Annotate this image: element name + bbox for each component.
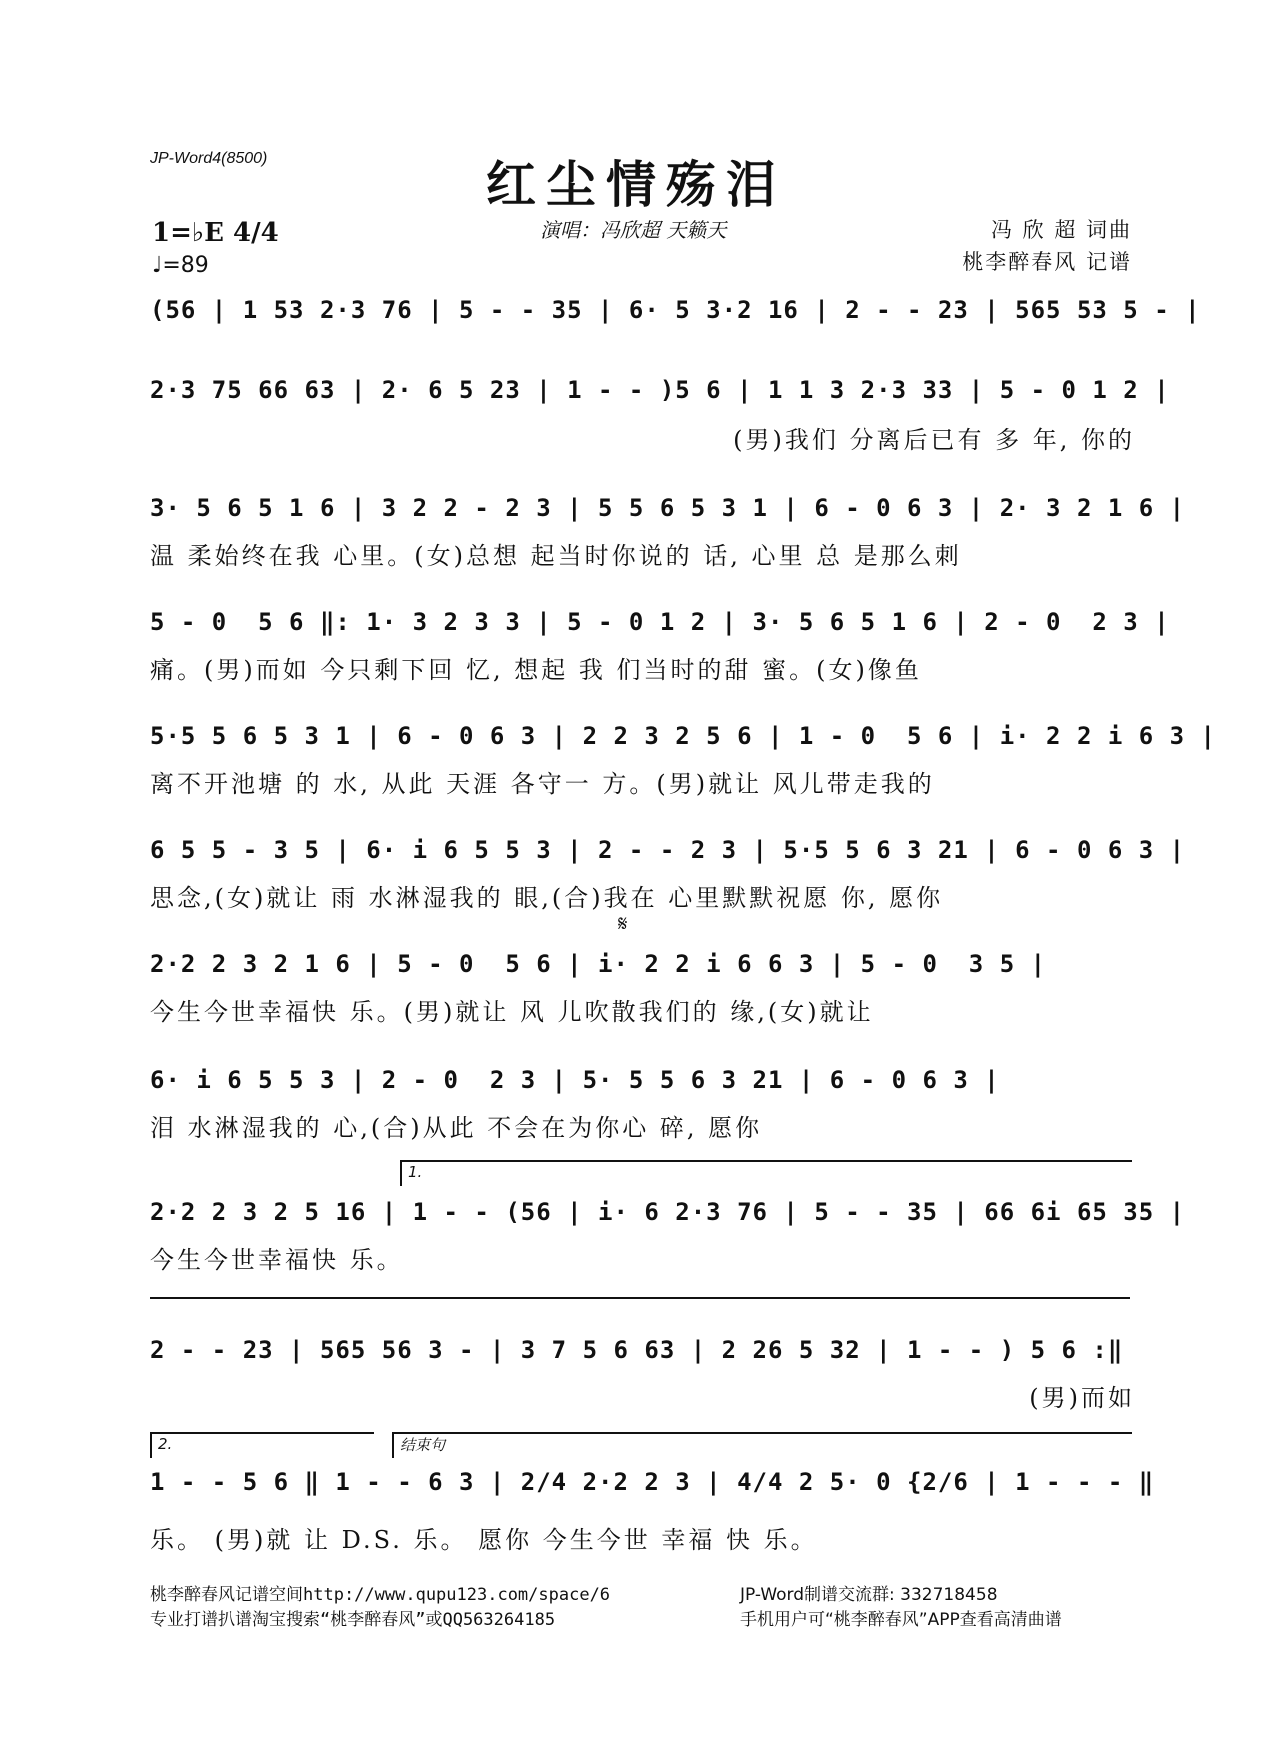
- footer-website: 桃李醉春风记谱空间http://www.qupu123.com/space/6: [150, 1585, 611, 1605]
- notation-line: 6 5 5 - 3 5 | 6· i 6 5 5 3 | 2 - - 2 3 | 5·5 5 6 3 21 | 6 - 0 6 3 |: [150, 836, 1186, 864]
- lyric-line: 温 柔始终在我 心里。(女)总想 起当时你说的 话, 心里 总 是那么刺: [150, 542, 962, 570]
- notation-line: (56 | 1 53 2·3 76 | 5 - - 35 | 6· 5 3·2 16 | 2 - - 23 | 565 53 5 - |: [150, 296, 1201, 324]
- notation-line: 5 - 0 5 6 ‖: 1· 3 2 3 3 | 5 - 0 1 2 | 3· 5 6 5 1 6 | 2 - 0 2 3 |: [150, 608, 1170, 636]
- music-system-1: [150, 290, 1201, 330]
- music-system-2: [150, 370, 1170, 410]
- first-ending-continuation: [150, 1297, 1130, 1323]
- lyric-line: 思念,(女)就让 雨 水淋湿我的 眼,(合)我在 心里默默祝愿 你, 愿你: [150, 884, 944, 912]
- notation-line: 2·2 2 3 2 1 6 | 5 - 0 5 6 | i· 2 2 i 6 6 3 | 5 - 0 3 5 |: [150, 950, 1047, 978]
- segno-sign: 𝄋: [618, 912, 628, 937]
- music-system-11: [150, 1462, 1155, 1502]
- music-system-3: [150, 488, 1186, 528]
- lyric-line: 乐。 (男)就 让 D.S. 乐。 愿你 今生今世 幸福 快 乐。: [150, 1526, 818, 1554]
- lyric-line: 今生今世幸福快 乐。: [150, 1246, 404, 1274]
- lyric-line: 今生今世幸福快 乐。(男)就让 风 儿吹散我们的 缘,(女)就让: [150, 998, 874, 1026]
- music-system-4: [150, 602, 1170, 642]
- ending-phrase-label: 结束句: [400, 1436, 446, 1454]
- footer-app-note: 手机用户可“桃李醉春风”APP查看高清曲谱: [740, 1610, 1062, 1630]
- lyric-line: 离不开池塘 的 水, 从此 天涯 各守一 方。(男)就让 风儿带走我的: [150, 770, 935, 798]
- first-ending-bracket: [400, 1160, 1132, 1186]
- notation-line: 2·3 75 66 63 | 2· 6 5 23 | 1 - - )5 6 | 1 1 3 2·3 33 | 5 - 0 1 2 |: [150, 376, 1170, 404]
- music-system-8: [150, 1060, 1135, 1100]
- music-system-6: [150, 830, 1186, 870]
- notation-line: 3· 5 6 5 1 6 | 3 2 2 - 2 3 | 5 5 6 5 3 1 | 6 - 0 6 3 | 2· 3 2 1 6 |: [150, 494, 1186, 522]
- notation-line: 2 - - 23 | 565 56 3 - | 3 7 5 6 63 | 2 26 5 32 | 1 - - ) 5 6 :‖: [150, 1336, 1124, 1364]
- lyric-line: (男)而如: [1029, 1384, 1135, 1412]
- key-signature: 1=♭E 4/4: [152, 218, 279, 248]
- ending-phrase-bracket: [392, 1432, 1132, 1458]
- tempo-marking: ♩=89: [152, 253, 209, 278]
- lyric-line: 痛。(男)而如 今只剩下回 忆, 想起 我 们当时的甜 蜜。(女)像鱼: [150, 656, 922, 684]
- software-label: JP-Word4(8500): [150, 150, 268, 167]
- first-ending-label: 1.: [408, 1163, 423, 1181]
- notation-line: 6· i 6 5 5 3 | 2 - 0 2 3 | 5· 5 5 6 3 21 | 6 - 0 6 3 |: [150, 1066, 1000, 1094]
- notation-line: 1 - - 5 6 ‖ 1 - - 6 3 | 2/4 2·2 2 3 | 4/4 2 5· 0 {2/6 | 1 - - - ‖: [150, 1468, 1155, 1496]
- music-system-5: [150, 716, 1216, 756]
- notation-line: 2·2 2 3 2 5 16 | 1 - - (56 | i· 6 2·3 76 | 5 - - 35 | 66 6i 65 35 |: [150, 1198, 1186, 1226]
- singer-credit: 演唱：冯欣超 天籁天: [540, 218, 727, 242]
- music-system-10: [150, 1330, 1135, 1370]
- second-ending-bracket: [150, 1432, 374, 1458]
- music-system-9: [150, 1192, 1186, 1232]
- song-title: 红尘情殇泪: [486, 155, 786, 214]
- music-system-7: [150, 944, 1135, 984]
- lyric-line: 泪 水淋湿我的 心,(合)从此 不会在为你心 碎, 愿你: [150, 1114, 763, 1142]
- notation-line: 5·5 5 6 5 3 1 | 6 - 0 6 3 | 2 2 3 2 5 6 | 1 - 0 5 6 | i· 2 2 i 6 3 |: [150, 722, 1216, 750]
- transcriber-credit: 桃李醉春风 记谱: [962, 250, 1132, 274]
- footer-shop-note: 专业打谱扒谱淘宝搜索“桃李醉春风”或QQ563264185: [150, 1610, 556, 1630]
- second-ending-label: 2.: [158, 1435, 173, 1453]
- composer-credit: 冯 欣 超 词曲: [990, 218, 1132, 242]
- lyric-line: (男)我们 分离后已有 多 年, 你的: [733, 426, 1135, 454]
- footer-group: JP-Word制谱交流群: 332718458: [740, 1585, 998, 1605]
